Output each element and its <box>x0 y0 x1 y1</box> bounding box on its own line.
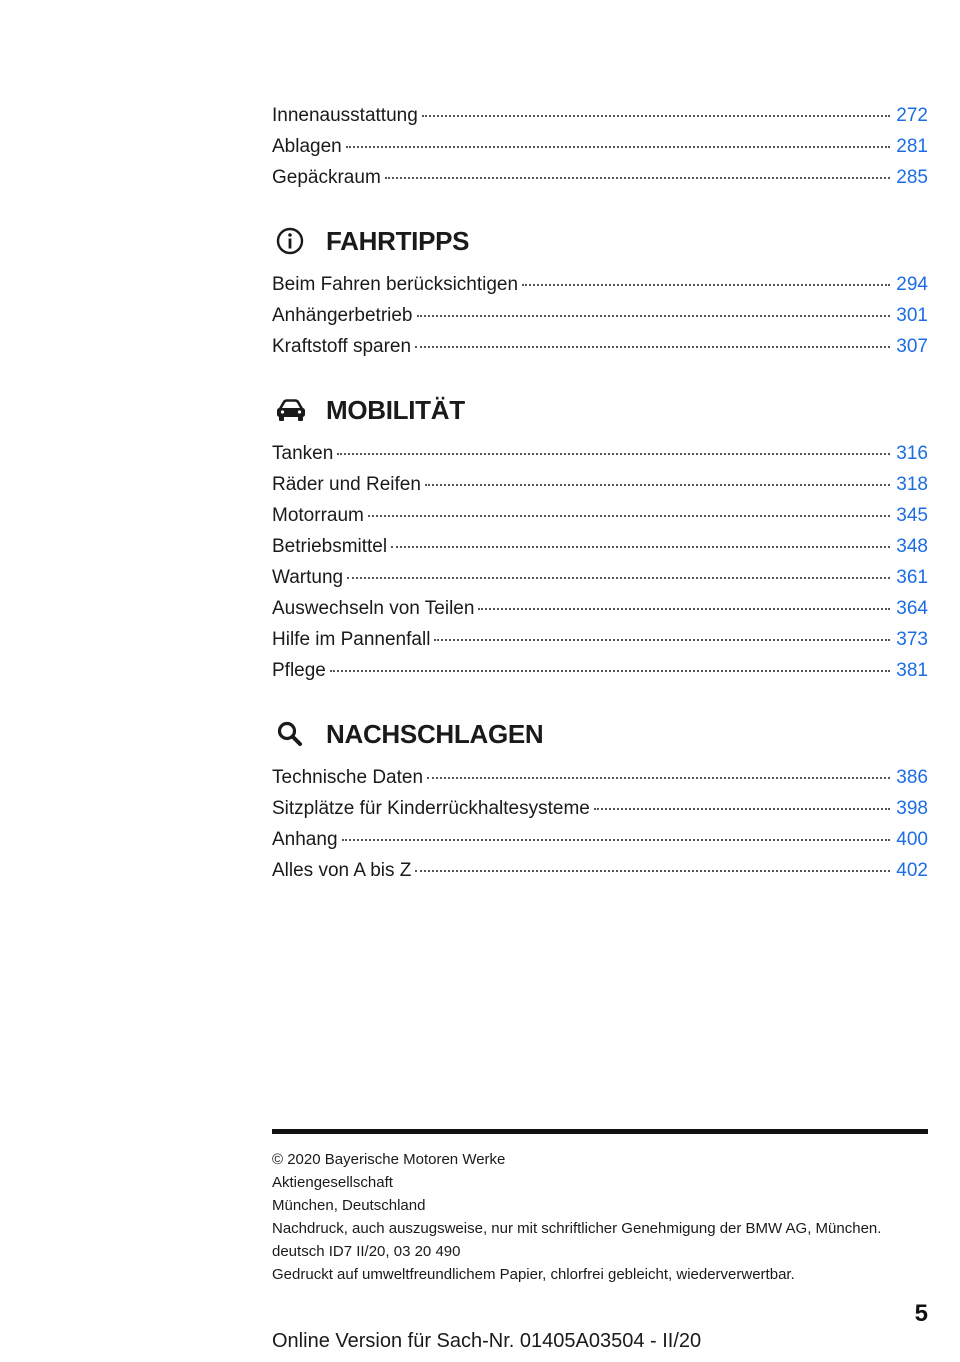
imprint-line: © 2020 Bayerische Motoren Werke <box>272 1151 506 1168</box>
toc-entry-title: Ablagen <box>272 136 342 157</box>
toc-entry-ablagen[interactable] <box>272 131 928 162</box>
table-of-contents <box>272 100 928 886</box>
dot-leader <box>422 115 891 117</box>
toc-entry[interactable] <box>272 593 928 624</box>
imprint-line: Gedruckt auf umweltfreundlichem Papier, chlorfrei gebleicht, wiederverwertbar. <box>272 1266 795 1283</box>
imprint <box>272 1148 928 1286</box>
car-icon <box>274 394 314 426</box>
toc-entry[interactable] <box>272 300 928 331</box>
dot-leader <box>415 870 890 872</box>
toc-entry[interactable] <box>272 531 928 562</box>
toc-entry-innenausstattung[interactable] <box>272 100 928 131</box>
toc-entry[interactable] <box>272 469 928 500</box>
toc-page-link[interactable]: 400 <box>896 829 928 850</box>
toc-page-link[interactable]: 316 <box>896 443 928 464</box>
imprint-line: Aktiengesellschaft <box>272 1174 393 1191</box>
toc-page-link[interactable]: 364 <box>896 598 928 619</box>
toc-page-link[interactable]: 386 <box>896 767 928 788</box>
toc-entry-title: Beim Fahren berücksichtigen <box>272 274 519 295</box>
toc-page-link[interactable]: 301 <box>896 305 928 326</box>
page-number: 5 <box>914 1300 928 1327</box>
toc-entry-title: Räder und Reifen <box>272 474 421 495</box>
toc-page-link[interactable]: 294 <box>896 274 928 295</box>
toc-page-link[interactable]: 348 <box>896 536 928 557</box>
section-header-mobilitaet <box>272 392 928 428</box>
toc-entry-title: Gepäckraum <box>272 167 381 188</box>
info-icon <box>274 225 314 257</box>
toc-entry-title: Alles von A bis Z <box>272 860 412 881</box>
toc-entry[interactable] <box>272 438 928 469</box>
toc-entry-gepaeckraum[interactable] <box>272 162 928 193</box>
imprint-line: deutsch ID7 II/20, 03 20 490 <box>272 1243 461 1260</box>
toc-page-link[interactable]: 285 <box>896 167 928 188</box>
toc-entry-title: Kraftstoff sparen <box>272 336 412 357</box>
toc-entry[interactable] <box>272 500 928 531</box>
toc-entry[interactable] <box>272 269 928 300</box>
toc-page-link[interactable]: 281 <box>896 136 928 157</box>
toc-page-link[interactable]: 307 <box>896 336 928 357</box>
toc-entry[interactable] <box>272 655 928 686</box>
toc-page-link[interactable]: 361 <box>896 567 928 588</box>
toc-entry[interactable] <box>272 562 928 593</box>
toc-entry-title: Auswechseln von Teilen <box>272 598 475 619</box>
dot-leader <box>415 346 890 348</box>
toc-entry[interactable] <box>272 824 928 855</box>
dot-leader <box>347 577 890 579</box>
toc-page-link[interactable]: 402 <box>896 860 928 881</box>
dot-leader <box>342 839 891 841</box>
online-version-note: Online Version für Sach-Nr. 01405A03504 - II/20 <box>272 1330 702 1352</box>
toc-entry-title: Anhängerbetrieb <box>272 305 413 326</box>
section-header-fahrtipps <box>272 223 928 259</box>
toc-entry[interactable] <box>272 762 928 793</box>
section-title: FAHRTIPPS <box>326 225 470 256</box>
dot-leader <box>391 546 890 548</box>
dot-leader <box>330 670 890 672</box>
dot-leader <box>337 453 890 455</box>
toc-entry-title: Innenausstattung <box>272 105 418 126</box>
toc-entry-title: Tanken <box>272 443 334 464</box>
section-title: MOBILITÄT <box>326 394 465 425</box>
imprint-line: München, Deutschland <box>272 1197 426 1214</box>
toc-entry-title: Wartung <box>272 567 344 588</box>
dot-leader <box>385 177 891 179</box>
section-header-nachschlagen <box>272 716 928 752</box>
dot-leader <box>368 515 890 517</box>
toc-entry-title: Technische Daten <box>272 767 424 788</box>
search-icon <box>274 718 314 750</box>
toc-entry[interactable] <box>272 624 928 655</box>
toc-entry[interactable] <box>272 331 928 362</box>
imprint-line: Nachdruck, auch auszugsweise, nur mit schriftlicher Genehmigung der BMW AG, München. <box>272 1220 882 1237</box>
toc-page-link[interactable]: 272 <box>896 105 928 126</box>
toc-entry-title: Betriebsmittel <box>272 536 388 557</box>
dot-leader <box>434 639 890 641</box>
toc-entry-title: Hilfe im Pannenfall <box>272 629 431 650</box>
toc-page-link[interactable]: 398 <box>896 798 928 819</box>
dot-leader <box>522 284 890 286</box>
toc-page-link[interactable]: 318 <box>896 474 928 495</box>
dot-leader <box>427 777 890 779</box>
dot-leader <box>346 146 891 148</box>
section-title: NACHSCHLAGEN <box>326 718 544 749</box>
toc-entry-title: Anhang <box>272 829 338 850</box>
dot-leader <box>594 808 890 810</box>
toc-entry-title: Motorraum <box>272 505 364 526</box>
toc-entry-title: Pflege <box>272 660 326 681</box>
dot-leader <box>425 484 890 486</box>
toc-entry[interactable] <box>272 793 928 824</box>
toc-page-link[interactable]: 373 <box>896 629 928 650</box>
toc-page-link[interactable]: 381 <box>896 660 928 681</box>
dot-leader <box>478 608 890 610</box>
toc-entry[interactable] <box>272 855 928 886</box>
toc-page-link[interactable]: 345 <box>896 505 928 526</box>
dot-leader <box>417 315 891 317</box>
toc-entry-title: Sitzplätze für Kinderrückhaltesysteme <box>272 798 590 819</box>
footer-divider <box>272 1129 928 1134</box>
